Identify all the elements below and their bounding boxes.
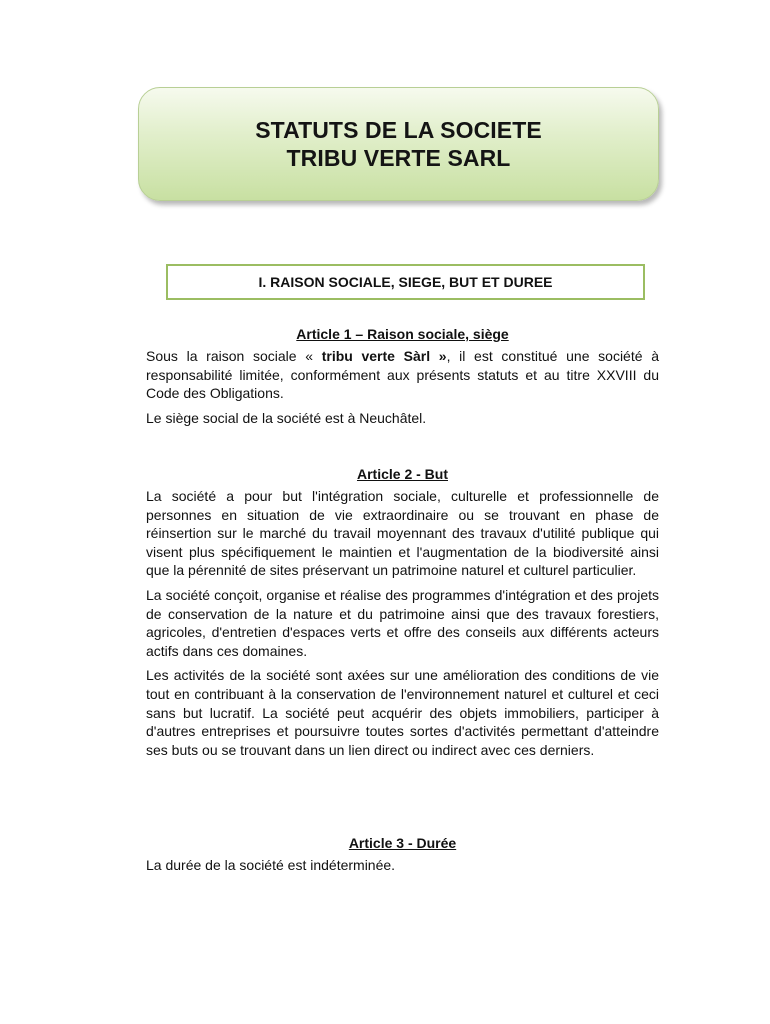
article-2-paragraph-1: La société a pour but l'intégration sociale, culturelle et professionnelle de personnes en situation de vie extraordinaire ou se trouvant en phase de réinsertion sur le marché du travail moyennant des travaux d'utilité publique qui visent plus spécifiquement le maintien et l'augmentation de la biodiversité ainsi que la pérennité de sites préservant un patrimoine naturel et culturel particulier.: [146, 488, 659, 579]
article-1: [146, 325, 659, 433]
company-name-bold: tribu verte Sàrl »: [321, 348, 447, 364]
article-2-paragraph-2: La société conçoit, organise et réalise des programmes d'intégration et des projets de conservation de la nature et du patrimoine ainsi que des travaux forestiers, agricoles, d'entretien d'espaces verts et offre des conseils aux différents acteurs actifs dans ces domaines.: [146, 586, 659, 659]
article-2-paragraph-3: Les activités de la société sont axées sur une amélioration des conditions de vie tout en contribuant à la conservation de l'environnement naturel et culturel et ceci sans but lucratif. La société peut acquérir des objets immobiliers, participer à d'autres entreprises et poursuivre toutes sortes d'activités permettant d'atteindre ses buts ou se trouvant dans un lien direct ou indirect avec ces derniers.: [146, 667, 659, 758]
document-title-line-1: STATUTS DE LA SOCIETE: [255, 117, 542, 143]
article-1-paragraph-1: [146, 347, 659, 403]
article-2-title: Article 2 - But: [356, 466, 448, 482]
article-1-title: Article 1 – Raison sociale, siège: [296, 326, 509, 342]
document-title-line-2: TRIBU VERTE SARL: [286, 145, 511, 171]
section-heading: I. RAISON SOCIALE, SIEGE, BUT ET DUREE: [166, 264, 645, 300]
article-3: [146, 834, 659, 881]
article-3-paragraph-1: La durée de la société est indéterminée.: [146, 857, 396, 873]
article-2: [146, 465, 659, 765]
article-1-paragraph-2: Le siège social de la société est à Neuchâtel.: [146, 409, 427, 426]
article-3-title: Article 3 - Durée: [348, 835, 457, 851]
document-title-box: [138, 87, 659, 201]
article-1-p1-post: , il est constitué une société à responsabilité limitée, conformément aux présents statuts et au titre XXVIII du Code des Obligations.: [146, 348, 659, 402]
article-1-p1-pre: Sous la raison sociale «: [146, 348, 322, 364]
